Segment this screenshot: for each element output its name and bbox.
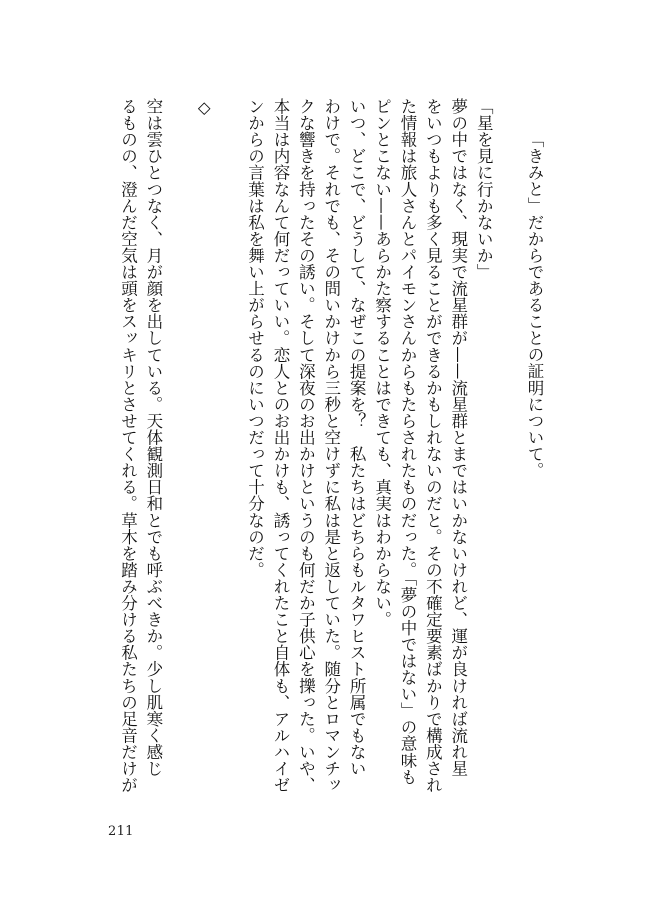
paragraph-line: るものの、澄んだ空気は頭をスッキリとさせてくれる。草木を踏み分ける私たちの足音だけが	[118, 98, 138, 794]
paragraph-line: ピンとこない——あらかた察することはできても、真実はわからない。	[372, 98, 392, 628]
paragraph-line: いつ、どこで、どうして、なぜこの提案を？ 私たちはどちらもルタワヒスト所属でもない	[347, 98, 367, 777]
paragraph-line: 空は雲ひとつなく、月が顔を出している。天体観測日和とでも呼ぶべきか。少し肌寒く感じ	[143, 98, 163, 777]
vertical-text-body	[115, 98, 547, 808]
paragraph-line: た情報は旅人さんとパイモンさんからもたらされたものだった。「夢の中ではない」の意味も	[397, 98, 417, 785]
dialogue-line: 「星を見に行かないか」	[474, 98, 494, 281]
paragraph-line: をいつもよりも多く見ることができるかもしれないのだと。その不確定要素ばかりで構成され	[423, 98, 443, 794]
paragraph-line: クな響きを持ったその誘い。そして深夜のお出かけというのも何だか子供心を擽った。いや、	[296, 98, 316, 794]
paragraph-line: わけで。それでも、その問いかけから三秒と空けずに私は是と返していた。随分とロマンチッ	[321, 98, 341, 794]
paragraph-line: 本当は内容なんて何だっていい。恋人とのお出かけも、誘ってくれたこと自体も、アルハイゼ	[270, 98, 290, 794]
paragraph-line: ンからの言葉は私を舞い上がらせるのにいつだって十分なのだ。	[245, 98, 265, 578]
paragraph-line: 夢の中ではなく、現実で流星群が——流星群とまではいかないけれど、運が良ければ流れ星	[448, 98, 468, 777]
section-heading-line: 「きみと」だからであることの証明について。	[525, 131, 544, 479]
scene-break-diamond-icon: ◇	[194, 98, 214, 118]
page-number: 211	[108, 824, 134, 839]
